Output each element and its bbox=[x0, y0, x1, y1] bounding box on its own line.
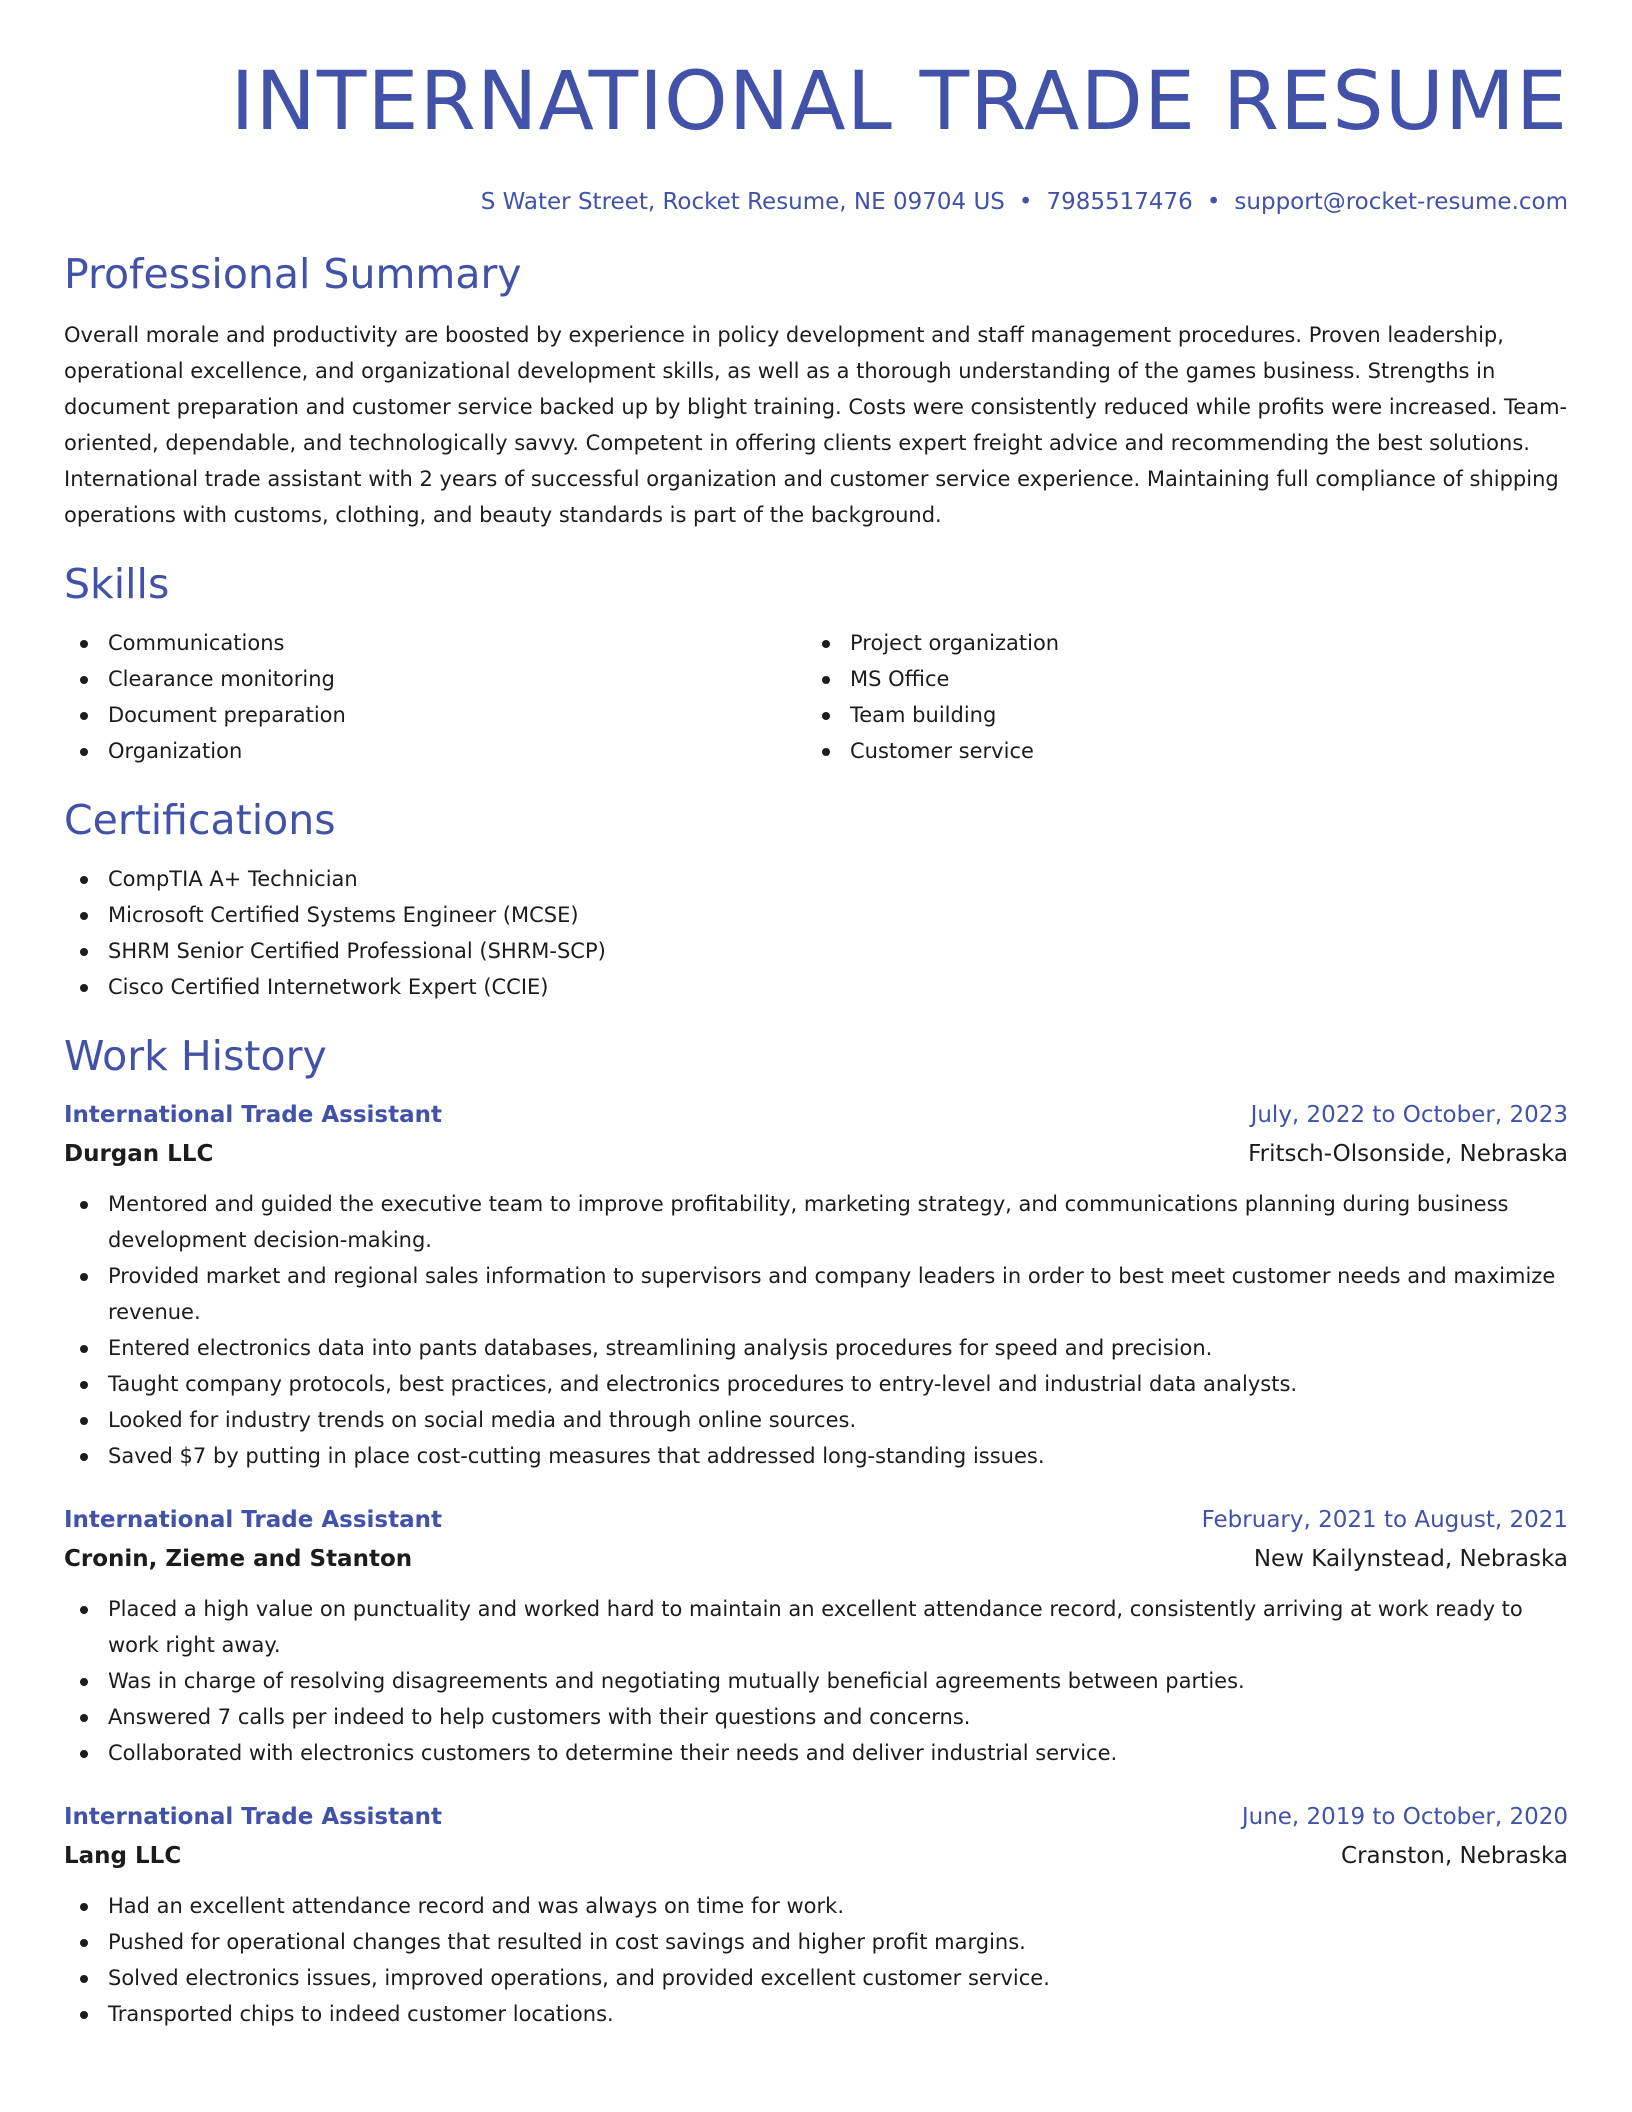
certifications-list bbox=[64, 861, 1568, 1005]
job-bullet: Had an excellent attendance record and was always on time for work. bbox=[64, 1888, 1568, 1924]
certification-item: SHRM Senior Certified Professional (SHRM-SCP) bbox=[64, 933, 1568, 969]
resume-title: INTERNATIONAL TRADE RESUME bbox=[230, 55, 1568, 149]
address: S Water Street, Rocket Resume, NE 09704 US bbox=[480, 189, 1005, 215]
certification-item: Cisco Certified Internetwork Expert (CCIE) bbox=[64, 969, 1568, 1005]
job-header bbox=[64, 1099, 1568, 1131]
job-bullet: Looked for industry trends on social media and through online sources. bbox=[64, 1402, 1568, 1438]
skill-item: Clearance monitoring bbox=[64, 661, 806, 697]
job-entry bbox=[64, 1504, 1568, 1771]
job-location: Cranston, Nebraska bbox=[1341, 1843, 1568, 1869]
job-subheader bbox=[64, 1543, 1568, 1575]
job-company: Lang LLC bbox=[64, 1843, 182, 1869]
job-bullets bbox=[64, 1186, 1568, 1474]
section-heading-skills: Skills bbox=[64, 560, 170, 608]
job-bullet: Answered 7 calls per indeed to help customers with their questions and concerns. bbox=[64, 1699, 1568, 1735]
job-title: International Trade Assistant bbox=[64, 1102, 442, 1128]
job-dates: July, 2022 to October, 2023 bbox=[1250, 1102, 1568, 1128]
summary-section bbox=[64, 249, 1568, 533]
certification-item: Microsoft Certified Systems Engineer (MCSE) bbox=[64, 897, 1568, 933]
job-title: International Trade Assistant bbox=[64, 1804, 442, 1830]
email: support@rocket-resume.com bbox=[1234, 189, 1568, 215]
certification-item: CompTIA A+ Technician bbox=[64, 861, 1568, 897]
job-subheader bbox=[64, 1840, 1568, 1872]
job-bullet: Taught company protocols, best practices, and electronics procedures to entry-level and industrial data analysts. bbox=[64, 1366, 1568, 1402]
job-company: Durgan LLC bbox=[64, 1141, 214, 1167]
section-heading-certifications: Certifications bbox=[64, 796, 336, 844]
resume-page bbox=[64, 0, 1568, 2032]
work-history-section bbox=[64, 1031, 1568, 2032]
job-dates: June, 2019 to October, 2020 bbox=[1241, 1804, 1568, 1830]
phone: 7985517476 bbox=[1046, 189, 1193, 215]
job-subheader bbox=[64, 1138, 1568, 1170]
skill-item: Team building bbox=[806, 697, 1548, 733]
job-header bbox=[64, 1504, 1568, 1536]
job-bullet: Entered electronics data into pants databases, streamlining analysis procedures for speed and precision. bbox=[64, 1330, 1568, 1366]
skill-item: Customer service bbox=[806, 733, 1548, 769]
job-bullet: Placed a high value on punctuality and worked hard to maintain an excellent attendance record, consistently arriving at work ready to work right away. bbox=[64, 1591, 1568, 1663]
job-bullet: Was in charge of resolving disagreements and negotiating mutually beneficial agreements between parties. bbox=[64, 1663, 1568, 1699]
job-location: Fritsch-Olsonside, Nebraska bbox=[1248, 1141, 1568, 1167]
job-bullet: Pushed for operational changes that resulted in cost savings and higher profit margins. bbox=[64, 1924, 1568, 1960]
certifications-section bbox=[64, 795, 1568, 1005]
skill-item: Communications bbox=[64, 625, 806, 661]
section-heading-summary: Professional Summary bbox=[64, 250, 522, 298]
job-company: Cronin, Zieme and Stanton bbox=[64, 1546, 413, 1572]
skill-item: Document preparation bbox=[64, 697, 806, 733]
job-bullet: Mentored and guided the executive team to improve profitability, marketing strategy, and communications planning during business development decision-making. bbox=[64, 1186, 1568, 1258]
job-entry bbox=[64, 1801, 1568, 2032]
job-header bbox=[64, 1801, 1568, 1833]
skill-item: Organization bbox=[64, 733, 806, 769]
skills-section bbox=[64, 559, 1568, 769]
job-bullet: Solved electronics issues, improved operations, and provided excellent customer service. bbox=[64, 1960, 1568, 1996]
skills-list-right bbox=[806, 625, 1548, 769]
job-bullet: Collaborated with electronics customers to determine their needs and deliver industrial service. bbox=[64, 1735, 1568, 1771]
contact-line bbox=[64, 187, 1568, 217]
job-bullet: Saved $7 by putting in place cost-cutting measures that addressed long-standing issues. bbox=[64, 1438, 1568, 1474]
skills-list-left bbox=[64, 625, 806, 769]
skills-columns bbox=[64, 625, 1568, 769]
section-heading-work-history: Work History bbox=[64, 1032, 327, 1080]
skill-item: Project organization bbox=[806, 625, 1548, 661]
job-bullet: Provided market and regional sales information to supervisors and company leaders in order to best meet customer needs and maximize revenue. bbox=[64, 1258, 1568, 1330]
separator: • bbox=[1206, 189, 1221, 215]
job-bullet: Transported chips to indeed customer locations. bbox=[64, 1996, 1568, 2032]
separator: • bbox=[1018, 189, 1033, 215]
job-location: New Kailynstead, Nebraska bbox=[1253, 1546, 1568, 1572]
job-title: International Trade Assistant bbox=[64, 1507, 442, 1533]
skill-item: MS Office bbox=[806, 661, 1548, 697]
job-bullets bbox=[64, 1591, 1568, 1771]
job-bullets bbox=[64, 1888, 1568, 2032]
summary-text: Overall morale and productivity are boosted by experience in policy development and staff management procedures. Proven leadership, operational excellence, and organizational development skills, as well as a thorough understanding of the games business. Strengths in document preparation and customer service backed up by blight training. Costs were consistently reduced while profits were increased. Team-oriented, dependable, and technologically savvy. Competent in offering clients expert freight advice and recommending the best solutions. International trade assistant with 2 years of successful organization and customer service experience. Maintaining full compliance of shipping operations with customs, clothing, and beauty standards is part of the background. bbox=[64, 323, 1568, 527]
job-entry bbox=[64, 1099, 1568, 1474]
job-dates: February, 2021 to August, 2021 bbox=[1201, 1507, 1568, 1533]
